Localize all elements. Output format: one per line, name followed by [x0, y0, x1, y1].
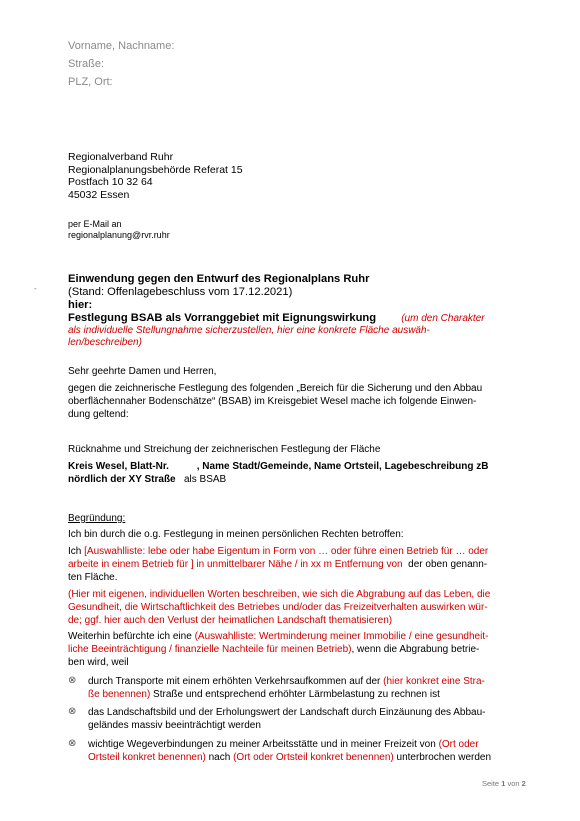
area-line: Kreis Wesel, Blatt-Nr. , Name Stadt/Gemeinde, Name Ortsteil, Lagebeschreibung zB [68, 461, 489, 472]
individual-description-instruction [68, 588, 538, 627]
sender-name-label: Vorname, Nachname: [68, 40, 175, 52]
bullet-text: wichtige Wegeverbindungen zu meiner Arbeitsstätte und in meiner Freizeit von [88, 739, 439, 750]
subject-stand: (Stand: Offenlagebeschluss vom 17.12.2021) [68, 286, 293, 298]
weiterhin-suffix: , wenn die Abgrabung betrie- [351, 644, 480, 655]
instruction-line: (Hier mit eigenen, individuellen Worten beschreiben, wie sich die Abgrabung auf das Leben, die [68, 589, 491, 600]
sender-city-label: PLZ, Ort: [68, 76, 113, 88]
intro-line: dung geltend: [68, 409, 129, 420]
sender-street-label: Straße: [68, 58, 105, 70]
subject-block [68, 273, 538, 349]
recipient-address [68, 151, 243, 201]
page-total: 2 [521, 779, 526, 788]
bullet-text: geländes massiv beeinträchtigt werden [88, 720, 261, 731]
area-description [68, 460, 538, 486]
email-address: regionalplanung@rvr.ruhr [68, 230, 170, 240]
bullet-placeholder: Ortsteil konkret benennen) [88, 752, 206, 763]
bullet-text: unterbrochen werden [393, 752, 492, 763]
ich-selection-list: [Auswahlliste: lebe oder habe Eigentum in Form von … oder führe einen Betrieb für … oder [84, 546, 489, 557]
page-number-prefix: Seite [482, 779, 502, 788]
intro-line: oberflächennaher Bodenschätze“ (BSAB) im Kreisgebiet Wesel mache ich folgende Einwen- [68, 396, 477, 407]
subject-note: len/beschreiben) [68, 337, 142, 348]
bullet-text: Straße und entsprechend erhöhter Lärmbelastung zu rechnen ist [150, 689, 440, 700]
instruction-line: de; ggf. hier auch den Verlust der heimatlichen Landschaft thematisieren) [68, 615, 393, 626]
greeting: Sehr geehrte Damen und Herren, [68, 366, 217, 377]
recipient-line: Regionalverband Ruhr [68, 151, 174, 163]
area-line: nördlich der XY Straße [68, 474, 176, 485]
bullet-text: durch Transporte mit einem erhöhten Verkehrsaufkommen auf der [88, 676, 384, 687]
intro-line: gegen die zeichnerische Festlegung des folgenden „Bereich für die Sicherung und den Abbau [68, 383, 483, 394]
recipient-line: Postfach 10 32 64 [68, 176, 153, 188]
page-current: 1 [501, 779, 506, 788]
weiterhin-selection-list: liche Beeinträchtigung / finanzielle Nachteile für meinen Betrieb) [68, 644, 352, 655]
instruction-line: Gesundheit, die Wirtschaftlichkeit des Betriebes und/oder das Freizeitverhalten auswirken wür- [68, 602, 488, 613]
circled-x-icon: ⊗ [68, 706, 77, 717]
subject-festlegung: Festlegung BSAB als Vorranggebiet mit Eignungswirkung [68, 312, 377, 324]
circled-x-icon: ⊗ [68, 675, 77, 686]
intro-paragraph [68, 382, 530, 421]
bullet-text: das Landschaftsbild und der Erholungswert der Landschaft durch Einzäunung des Abbau- [88, 707, 486, 718]
weiterhin-prefix: Weiterhin befürchte ich eine [68, 631, 195, 642]
margin-mark: - [34, 284, 37, 293]
recipient-line: Regionalplanungsbehörde Referat 15 [68, 163, 243, 176]
email-note-line: per E-Mail an [68, 219, 122, 229]
ich-paragraph [68, 545, 538, 584]
bullet-placeholder: (hier konkret eine Stra- [383, 676, 485, 687]
weiterhin-paragraph [68, 630, 538, 669]
area-suffix: als BSAB [175, 474, 227, 485]
email-note [68, 219, 170, 241]
bullet-text: nach [205, 752, 234, 763]
bullet-placeholder: (Ort oder [438, 739, 479, 750]
bullet-placeholder: ße benennen) [88, 689, 151, 700]
page-number-mid: von [505, 779, 522, 788]
ich-line: ten Fläche. [68, 572, 118, 583]
page-number [482, 779, 526, 788]
ich-prefix: Ich [68, 546, 85, 557]
ich-suffix: der oben genann- [402, 559, 488, 570]
begruendung-heading: Begründung: [68, 513, 126, 524]
subject-note: als individuelle Stellungnahme sicherzustellen, hier eine konkrete Fläche auswäh- [68, 325, 430, 336]
subject-title: Einwendung gegen den Entwurf des Regionalplans Ruhr [68, 273, 370, 285]
weiterhin-selection-list: (Auswahlliste: Wertminderung meiner Immobilie / eine gesundheit- [194, 631, 489, 642]
subject-note: (um den Charakter [401, 313, 485, 324]
recipient-line: 45032 Essen [68, 188, 130, 201]
betroffen-text: Ich bin durch die o.g. Festlegung in meinen persönlichen Rechten betroffen: [68, 529, 404, 540]
ich-selection-list: arbeite in einem Betrieb für ] in unmittelbarer Nähe / in xx m Entfernung von [68, 559, 403, 570]
circled-x-icon: ⊗ [68, 738, 77, 749]
weiterhin-line: ben wird, weil [68, 657, 129, 668]
bullet-placeholder: (Ort oder Ortsteil konkret benennen) [233, 752, 394, 763]
ruecknahme-text: Rücknahme und Streichung der zeichnerischen Festlegung der Fläche [68, 444, 381, 455]
subject-hier: hier: [68, 299, 93, 311]
